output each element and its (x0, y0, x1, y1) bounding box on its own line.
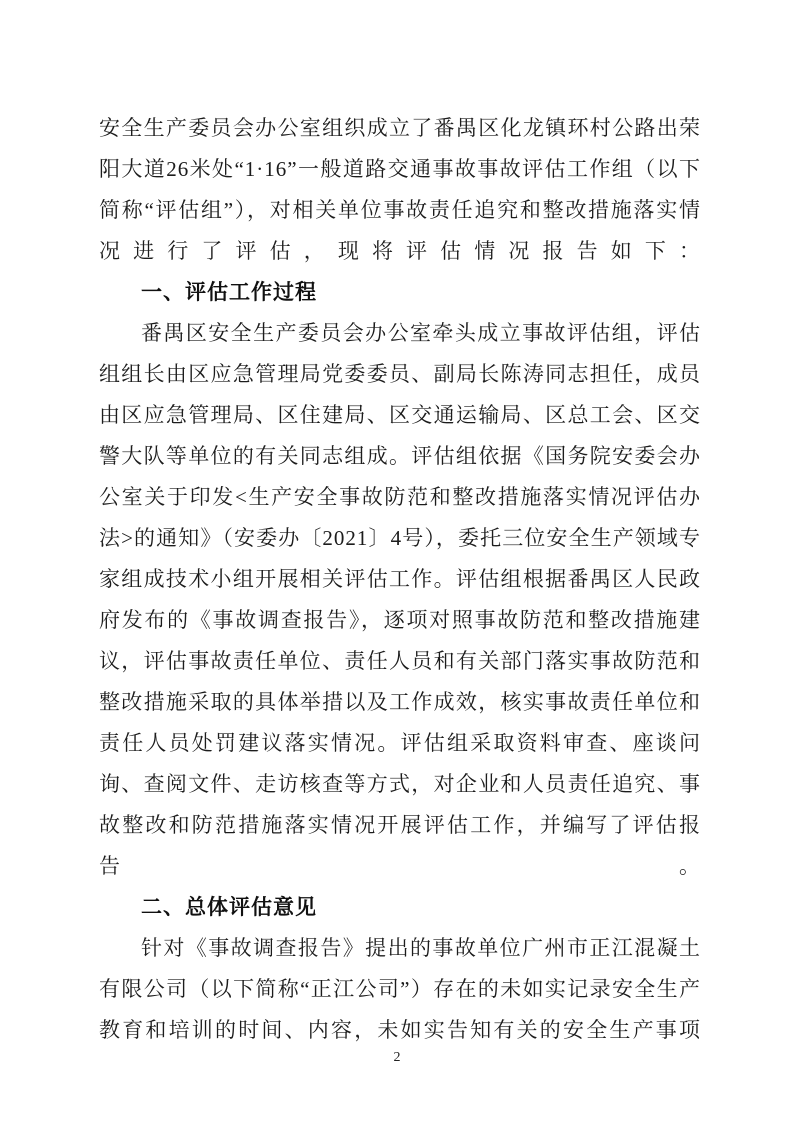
paragraph-evaluation-process: 番禺区安全生产委员会办公室牵头成立事故评估组，评估组组长由区应急管理局党委委员、副局长陈涛同志担任，成员由区应急管理局、区住建局、区交通运输局、区总工会、区交警大队等单位的有关同志组成。评估组依据《国务院安委会办公室关于印发<生产安全事故防范和整改措施落实情况评估办法>的通知》（安委办〔2021〕4号），委托三位安全生产领域专家组成技术小组开展相关评估工作。评估组根据番禺区人民政府发布的《事故调查报告》，逐项对照事故防范和整改措施建议，评估事故责任单位、责任人员和有关部门落实事故防范和整改措施采取的具体举措以及工作成效，核实事故责任单位和责任人员处罚建议落实情况。评估组采取资料审查、座谈问询、查阅文件、走访核查等方式，对企业和人员责任追究、事故整改和防范措施落实情况开展评估工作，并编写了评估报告。 (99, 321, 701, 878)
page-number: 2 (393, 1050, 401, 1065)
section-heading-2: 二、总体评估意见 (141, 896, 317, 919)
section-heading-1: 一、评估工作过程 (141, 281, 317, 304)
paragraph-overall-opinion: 针对《事故调查报告》提出的事故单位广州市正江混凝土有限公司（以下简称“正江公司”）存在的未如实记录安全生产教育和培训的时间、内容，未如实告知有关的安全生产事项 (99, 936, 701, 1042)
paragraph-continuation: 安全生产委员会办公室组织成立了番禺区化龙镇环村公路出荣阳大道26米处“1·16”一般道路交通事故事故评估工作组（以下简称“评估组”），对相关单位事故责任追究和整改措施落实情况进行了评估，现将评估情况报告如下： (99, 116, 701, 263)
document-body (99, 108, 701, 1051)
